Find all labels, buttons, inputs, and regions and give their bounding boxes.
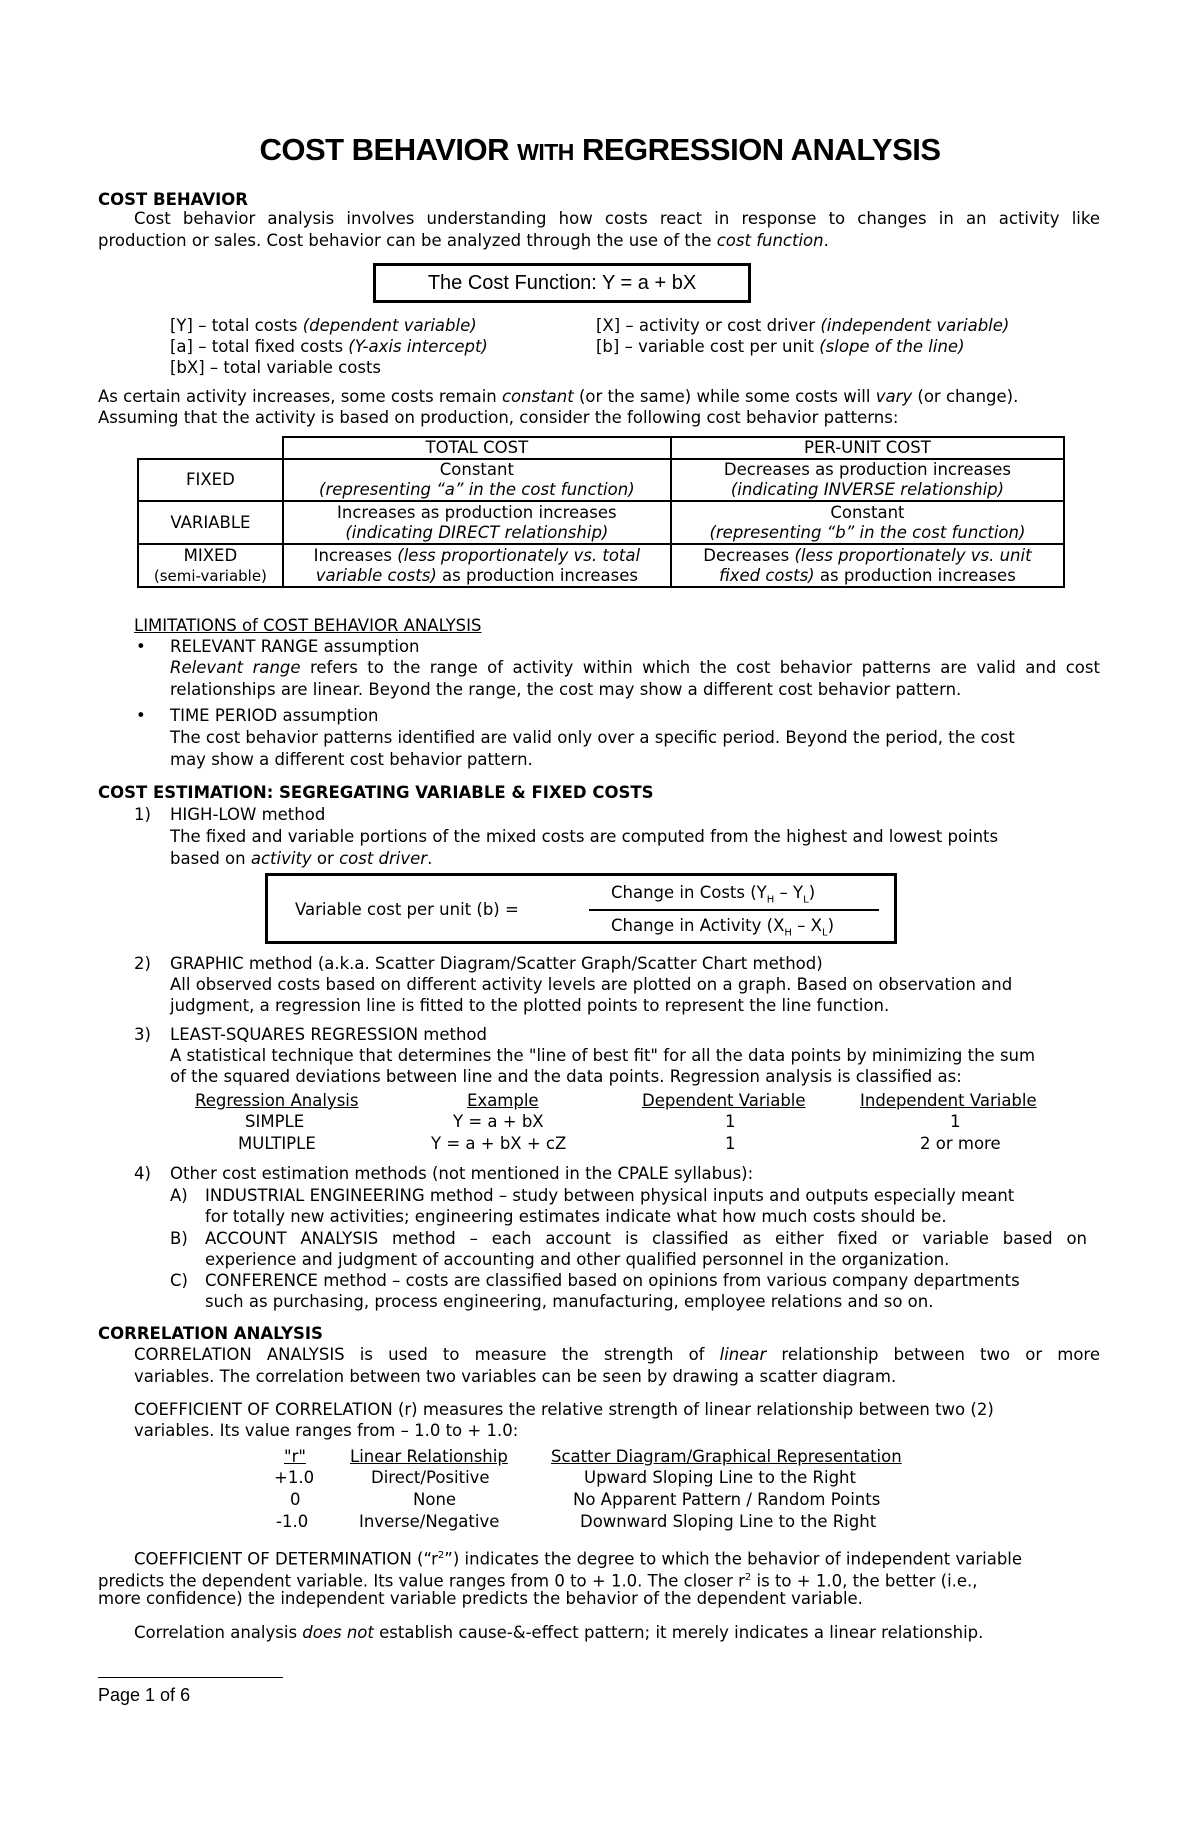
header-total-cost: TOTAL COST bbox=[283, 437, 671, 459]
cell-fixed-unit: Decreases as production increases (indicating INVERSE relationship) bbox=[671, 459, 1064, 501]
paragraph-line: based on activity or cost driver. bbox=[170, 849, 433, 868]
cost-function-box: The Cost Function: Y = a + bX bbox=[373, 263, 751, 303]
footer-rule bbox=[98, 1677, 283, 1678]
bullet: • bbox=[136, 706, 146, 725]
table-cell: None bbox=[413, 1490, 457, 1509]
cell-mixed-unit: Decreases (less proportionately vs. unit fixed costs) as production increases bbox=[671, 544, 1064, 587]
paragraph-line: of the squared deviations between line and the data points. Regression analysis is classified as: bbox=[170, 1067, 962, 1086]
table-header: Regression Analysis bbox=[195, 1091, 359, 1110]
list-number: 4) bbox=[134, 1164, 151, 1183]
other-methods-title: Other cost estimation methods (not mentioned in the CPALE syllabus): bbox=[170, 1164, 754, 1183]
cell-mixed-total: Increases (less proportionately vs. total variable costs) as production increases bbox=[283, 544, 671, 587]
definition-b: [b] – variable cost per unit (slope of the line) bbox=[596, 337, 965, 356]
header-per-unit-cost: PER-UNIT COST bbox=[671, 437, 1064, 459]
paragraph-line: variables. The correlation between two variables can be seen by drawing a scatter diagram. bbox=[134, 1367, 897, 1386]
table-header: "r" bbox=[284, 1447, 306, 1466]
definition-y: [Y] – total costs (dependent variable) bbox=[170, 316, 477, 335]
table-cell: -1.0 bbox=[276, 1512, 309, 1531]
table-cell: 1 bbox=[725, 1134, 736, 1153]
fraction-bar bbox=[589, 909, 879, 911]
table-cell: No Apparent Pattern / Random Points bbox=[573, 1490, 881, 1509]
table-cell: Y = a + bX bbox=[453, 1112, 544, 1131]
table-cell: 0 bbox=[290, 1490, 301, 1509]
table-cell: Downward Sloping Line to the Right bbox=[580, 1512, 877, 1531]
paragraph-line: Cost behavior analysis involves understanding how costs react in response to changes in an activity like bbox=[134, 209, 1100, 228]
table-header: Dependent Variable bbox=[642, 1091, 806, 1110]
bullet: • bbox=[136, 637, 146, 656]
least-squares-title: LEAST-SQUARES REGRESSION method bbox=[170, 1025, 488, 1044]
paragraph-line: COEFFICIENT OF CORRELATION (r) measures the relative strength of linear relationship between two (2) bbox=[134, 1400, 994, 1419]
definition-bx: [bX] – total variable costs bbox=[170, 358, 382, 377]
list-number: 1) bbox=[134, 805, 151, 824]
row-label-mixed: MIXED (semi-variable) bbox=[138, 544, 283, 587]
graphic-method-title: GRAPHIC method (a.k.a. Scatter Diagram/Scatter Graph/Scatter Chart method) bbox=[170, 954, 823, 973]
row-label-variable: VARIABLE bbox=[138, 501, 283, 544]
paragraph-line: relationships are linear. Beyond the range, the cost may show a different cost behavior pattern. bbox=[170, 680, 962, 699]
definition-x: [X] – activity or cost driver (independent variable) bbox=[596, 316, 1010, 335]
paragraph-line: COEFFICIENT OF DETERMINATION $(“r^2”)$ indicates the degree to which the behavior of independent variable bbox=[134, 1549, 1023, 1569]
table-header: Linear Relationship bbox=[350, 1447, 508, 1466]
cell-variable-unit: Constant (representing “b” in the cost function) bbox=[671, 501, 1064, 544]
cost-behavior-table bbox=[137, 436, 1065, 588]
cell-variable-total: Increases as production increases (indicating DIRECT relationship) bbox=[283, 501, 671, 544]
paragraph-line: Assuming that the activity is based on production, consider the following cost behavior patterns: bbox=[98, 408, 899, 427]
paragraph-line: for totally new activities; engineering estimates indicate what how much costs should be. bbox=[205, 1207, 947, 1226]
list-number: 3) bbox=[134, 1025, 151, 1044]
document-title: COST BEHAVIOR WITH REGRESSION ANALYSIS bbox=[259, 132, 941, 167]
table-cell: 2 or more bbox=[920, 1134, 1001, 1153]
paragraph-line: The fixed and variable portions of the mixed costs are computed from the highest and lowest points bbox=[170, 827, 999, 846]
table-cell: Inverse/Negative bbox=[359, 1512, 500, 1531]
row-label-fixed: FIXED bbox=[138, 459, 283, 501]
cell-fixed-total: Constant (representing “a” in the cost function) bbox=[283, 459, 671, 501]
page-number: Page 1 of 6 bbox=[98, 1685, 191, 1705]
paragraph-line: A statistical technique that determines the "line of best fit" for all the data points by minimizing the sum bbox=[170, 1046, 1036, 1065]
paragraph-line: Correlation analysis does not establish cause-&-effect pattern; it merely indicates a linear relationship. bbox=[134, 1623, 984, 1642]
table-cell: 1 bbox=[950, 1112, 961, 1131]
paragraph-line: experience and judgment of accounting and other qualified personnel in the organization. bbox=[205, 1250, 950, 1269]
list-number: 2) bbox=[134, 954, 151, 973]
list-letter: A) bbox=[170, 1186, 188, 1205]
table-header: Example bbox=[467, 1091, 539, 1110]
paragraph-line: may show a different cost behavior pattern. bbox=[170, 750, 533, 769]
paragraph-line: CONFERENCE method – costs are classified based on opinions from various company departments bbox=[205, 1271, 1020, 1290]
paragraph-line: predicts the dependent variable. Its value ranges from 0 to + 1.0. The closer $r^2$ is to + 1.0, the better (i.e., bbox=[98, 1571, 978, 1591]
limitations-heading: LIMITATIONS of COST BEHAVIOR ANALYSIS bbox=[134, 616, 482, 635]
section-heading-cost-estimation: COST ESTIMATION: SEGREGATING VARIABLE & FIXED COSTS bbox=[98, 783, 654, 802]
paragraph-line: CORRELATION ANALYSIS is used to measure the strength of linear relationship between two or more bbox=[134, 1345, 1100, 1364]
formula-numerator: Change in Costs $(Y_H - Y_L)$ bbox=[611, 883, 816, 906]
paragraph-line: The cost behavior patterns identified are valid only over a specific period. Beyond the period, the cost bbox=[170, 728, 1015, 747]
high-low-formula-box: Variable cost per unit (b) = Change in Costs $(Y_H - Y_L)$ Change in Activity $(X_H - X_L)$ bbox=[265, 873, 897, 944]
paragraph-line: production or sales. Cost behavior can be analyzed through the use of the cost function. bbox=[98, 231, 829, 250]
paragraph-line: variables. Its value ranges from – 1.0 to + 1.0: bbox=[134, 1421, 519, 1440]
table-cell: Y = a + bX + cZ bbox=[431, 1134, 567, 1153]
table-header: Scatter Diagram/Graphical Representation bbox=[551, 1447, 902, 1466]
paragraph-line: judgment, a regression line is fitted to the plotted points to represent the line function. bbox=[170, 996, 890, 1015]
list-letter: B) bbox=[170, 1229, 188, 1248]
table-cell: MULTIPLE bbox=[238, 1134, 316, 1153]
table-cell: Direct/Positive bbox=[371, 1468, 490, 1487]
definition-a: [a] – total fixed costs (Y-axis intercept) bbox=[170, 337, 488, 356]
paragraph-line: All observed costs based on different activity levels are plotted on a graph. Based on observation and bbox=[170, 975, 1013, 994]
paragraph-line: ACCOUNT ANALYSIS method – each account is classified as either fixed or variable based on bbox=[205, 1229, 1087, 1248]
section-heading-correlation: CORRELATION ANALYSIS bbox=[98, 1324, 323, 1343]
paragraph-line: Relevant range refers to the range of activity within which the cost behavior patterns are valid and cost bbox=[170, 658, 1100, 677]
limitation-relevant-range-title: RELEVANT RANGE assumption bbox=[170, 637, 420, 656]
formula-denominator: Change in Activity $(X_H - X_L)$ bbox=[611, 916, 834, 939]
table-cell: SIMPLE bbox=[245, 1112, 305, 1131]
table-cell: Upward Sloping Line to the Right bbox=[584, 1468, 856, 1487]
paragraph-line: As certain activity increases, some costs remain constant (or the same) while some costs will vary (or change). bbox=[98, 387, 1019, 406]
table-header: Independent Variable bbox=[860, 1091, 1037, 1110]
paragraph-line: more confidence) the independent variable predicts the behavior of the dependent variable. bbox=[98, 1589, 863, 1608]
section-heading-cost-behavior: COST BEHAVIOR bbox=[98, 190, 248, 209]
high-low-title: HIGH-LOW method bbox=[170, 805, 326, 824]
list-letter: C) bbox=[170, 1271, 188, 1290]
table-cell: +1.0 bbox=[274, 1468, 315, 1487]
limitation-time-period-title: TIME PERIOD assumption bbox=[170, 706, 379, 725]
paragraph-line: such as purchasing, process engineering, manufacturing, employee relations and so on. bbox=[205, 1292, 934, 1311]
paragraph-line: INDUSTRIAL ENGINEERING method – study between physical inputs and outputs especially meant bbox=[205, 1186, 1015, 1205]
table-cell: 1 bbox=[725, 1112, 736, 1131]
